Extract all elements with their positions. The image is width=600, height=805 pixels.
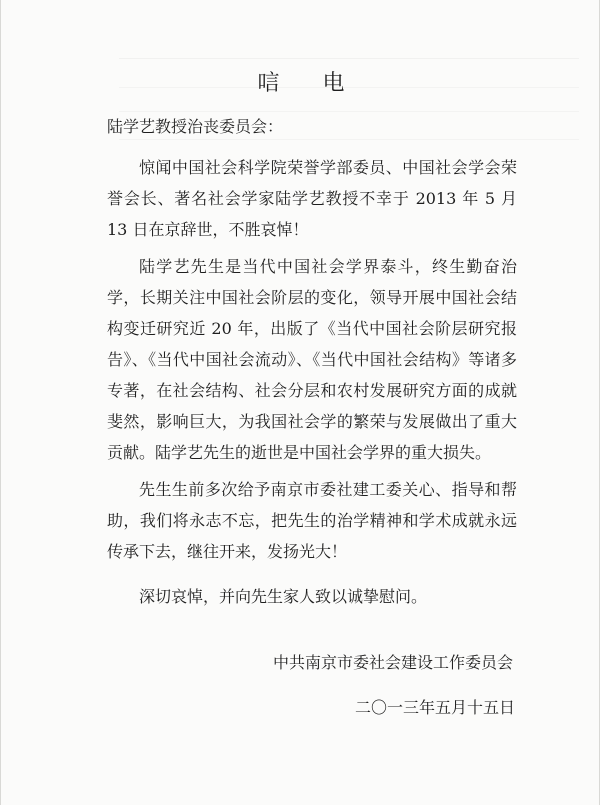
letter-salutation: 陆学艺教授治丧委员会： [107, 117, 284, 136]
letter-paragraph-2: 陆学艺先生是当代中国社会学界泰斗，终生勤奋治学，长期关注中国社会阶层的变化，领导开展中国社会结构变迁研究近 20 年，出版了《当代中国社会阶层研究报告》、《当代中国社会流动》、《当代中国社会结构》等诸多专著，在社会结构、社会分层和农村发展研究方面的成就斐然，影响巨大，为我国社会学的繁荣与发展做出了重大贡献。陆学艺先生的逝世是中国社会学界的重大损失。 [107, 257, 517, 462]
letter-date: 二〇一三年五月十五日 [354, 698, 515, 717]
letter-signer: 中共南京市委社会建设工作委员会 [272, 653, 513, 672]
letter-paragraph-4: 深切哀悼，并向先生家人致以诚挚慰问。 [139, 587, 428, 606]
letter-paragraph-1: 惊闻中国社会科学院荣誉学部委员、中国社会学会荣誉会长、著名社会学家陆学艺教授不幸于 2013 年 5 月 13 日在京辞世，不胜哀悼！ [107, 158, 517, 239]
letter-paragraph-3: 先生生前多次给予南京市委社建工委关心、指导和帮助，我们将永志不忘，把先生的治学精神和学术成就永远传承下去，继往开来，发扬光大！ [107, 480, 517, 561]
letter-title: 唁 电 [257, 71, 363, 96]
